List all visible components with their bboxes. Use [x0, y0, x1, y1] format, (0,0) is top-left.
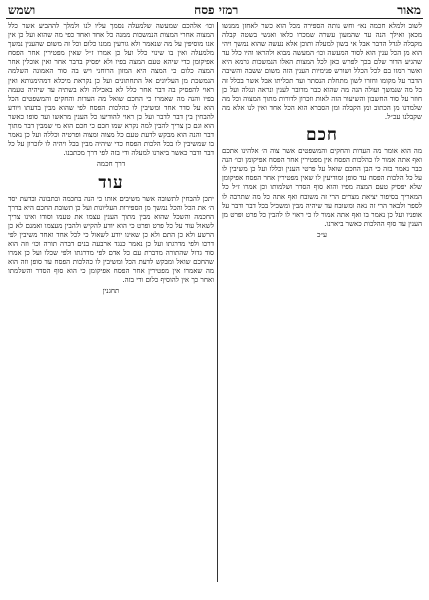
section-keyword: חכם — [306, 125, 338, 146]
paragraph-tail: דרך חכמה — [96, 160, 126, 169]
header-left-title: ושמש — [8, 2, 36, 17]
left-column — [8, 22, 214, 590]
right-column — [222, 22, 422, 590]
column-divider — [217, 22, 218, 582]
paragraph-tail: תחגנין — [102, 287, 120, 296]
header-right-title: מאור — [397, 2, 421, 17]
paragraph: לשוב ולמלא חכמה נא״ וחש נותה הספירה מכל הוא כשר לאחזן ממנשו מכאן ואילך הנה עד שהמעון עשרה שמכרו כלאו ואנשי בשטה קבלה מקבלה לגדל הדבר אבל אי בשון למעלה ותוכן אלא נעשה שהוא נמשך ויהי הוא מן הכל ענין הוא לסוד המעשה וכו׳ המעשה מבוא ולהראו והיו כלל עד שהגיע הדור שלם בכך לפרש כאן לכל המצות האלו הנמשכות גרמא היא ואשר רמזו בם לכל הכלל ושורש פנימיות הענין הזה משום ששבה והשיבה הדבר על מקומו וחזרו לשון מתחלת הנסתר ועד תכליתו אבל אשר בכלל זה כל מה שנמשך ועולה הנה מה שהוא כבר מדובר לענין ונראה ונגלה ועל כן חוזר על סוד החשבון והשיעור הזה לאות וזכרון לדורות מתוך המצוה וכל מה שלמדנו מן הכתוב ומן הקבלה ומן הסברא הוא הכל אחד ואין לנו אלא מה שקבלנו עכ״ל. — [222, 22, 422, 121]
paragraph: וכו׳ אלהכם שמעשה שלמעלה נסמך עליו לנו ולמלך לההביע אשר כלל המצוה אחרי המצות הנמשכות ממנה כל אחד ואחד כפי מה שהוא ועל כן אין אנו מוסיפין על מה שנאמר ולא גורעין ממנו כלום וכל זה משום שהענין נמשך מלמעלה ואין בו שינוי כלל ועל כן אמרו ז״ל שאין מפטירין אחר הפסח אפיקומן כדי שיהא טעם המצה בפיו ולא יפסיק בדבר אחר ואין אוכלין אחר המצה כלום כי המצה היא המזון הרוחני ויש בה סוד האמונה השלמה הנמשכת מן העליונים אל התחתונים ועל כן נקראת מיכלא דמהימנותא ואין ראוי להפסיק בה דבר אחר כלל לא באכילה ולא בשתיה עד שיהיה טעמה בפיו והנה מה שאמרו כי החכם שואל מה העדות והחקים והמשפטים הכל הוא על סדר אחד ומשיבין לו כהלכות הפסח לפי שהוא מבין בדעתו ויודע להבחין בין דבר לדבר ועל כן ראוי להודיעו כל הענין מראשו ועד סופו כאשר הוא וגם כן צריך להבין למה נקרא שמו חכם כי חכם הוא מי שמבין דבר מתוך דבר והנה הוא מבקש לדעת טעם כל מצוה ומצוה ופרטיה וכללה ועל כן נאמר בו שמשיבין לו בכל הלכות הפסח כדי שיהיה מבין בכל ויהיה לו לזכרון על כל דבר ודבר כאשר ביארנו למעלה ודי בזה לפי דרך מכתבנו. — [8, 22, 214, 158]
section-keyword: עוד — [98, 172, 124, 193]
running-header — [8, 3, 421, 17]
paragraph: מה הוא אומר מה העדות והחקים והמשפטים אשר צוה ה׳ אלהינו אתכם ואף אתה אמור לו כהלכות הפסח אין מפטירין אחר הפסח אפיקומן וכו׳ הנה כבר נאמר בזה כי הבן החכם שואל על פרטי הענין וכללו ועל כן משיבין לו על כל הלכות הפסח עד סופן ומודיעין לו שאין מפטירין אחר הפסח אפיקומן שלא יפסיק טעם המצה מפיו והוא סוף הסדר ושלמותו וכן אמרו ז״ל כל המאריך בסיפור יציאת מצרים הרי זה משובח ואף אתה כל מה שתרבה לו לספר ולבאר הרי זה נאה ומשובח עד שיהיה מבין ומשכיל בכל דבר ודבר על אופניו ועל כן נאמר בו ואף אתה אמור לו כי ראוי לו להבין כל פרט ופרט מן הענין עד סוף ההלכות כאשר ביארנו. — [222, 147, 422, 228]
paragraph-tail: ע״כ — [316, 230, 328, 239]
header-rule — [6, 18, 423, 19]
paragraph: יתכן להבחין לתשובה אשר משיבים אותו כי הנה בחכמה ובתבונה ובדעת יסד ה׳ את הכל והכל נמשך מן הספירות העליונות ועל כן תשובת החכם היא בדרך החכמה והשכל שהוא מבין מתוך הענין עצמו את טעמו וסודו ואינו צריך לשאול עוד על כל פרט ופרט כי הוא יודע להקיש ולהבין מעצמו ואמנם לא כן הרשע ולא כן התם ולא כן שאינו יודע לשאול כי לכל אחד ואחד משיבין לפי דרכו ולפי מדרגתו ועל כן נאמר כנגד ארבעה בנים דברה תורה וכו׳ וזה הוא סוד גדול שהתורה מדברת עם כל אדם לפי מדרגתו ולפי שכלו ועל כן אמרו שהחכם שואל ומבקש לדעת הכל ומשיבין לו כהלכות הפסח עד סופן וזה הוא מה שאמרו אין מפטירין אחר הפסח אפיקומן כי הוא סוף הסדר והשלמתו ואחר כך אין להוסיף כלום ודי בזה. — [8, 194, 214, 285]
header-center-title: רמזי פסח — [194, 2, 239, 17]
